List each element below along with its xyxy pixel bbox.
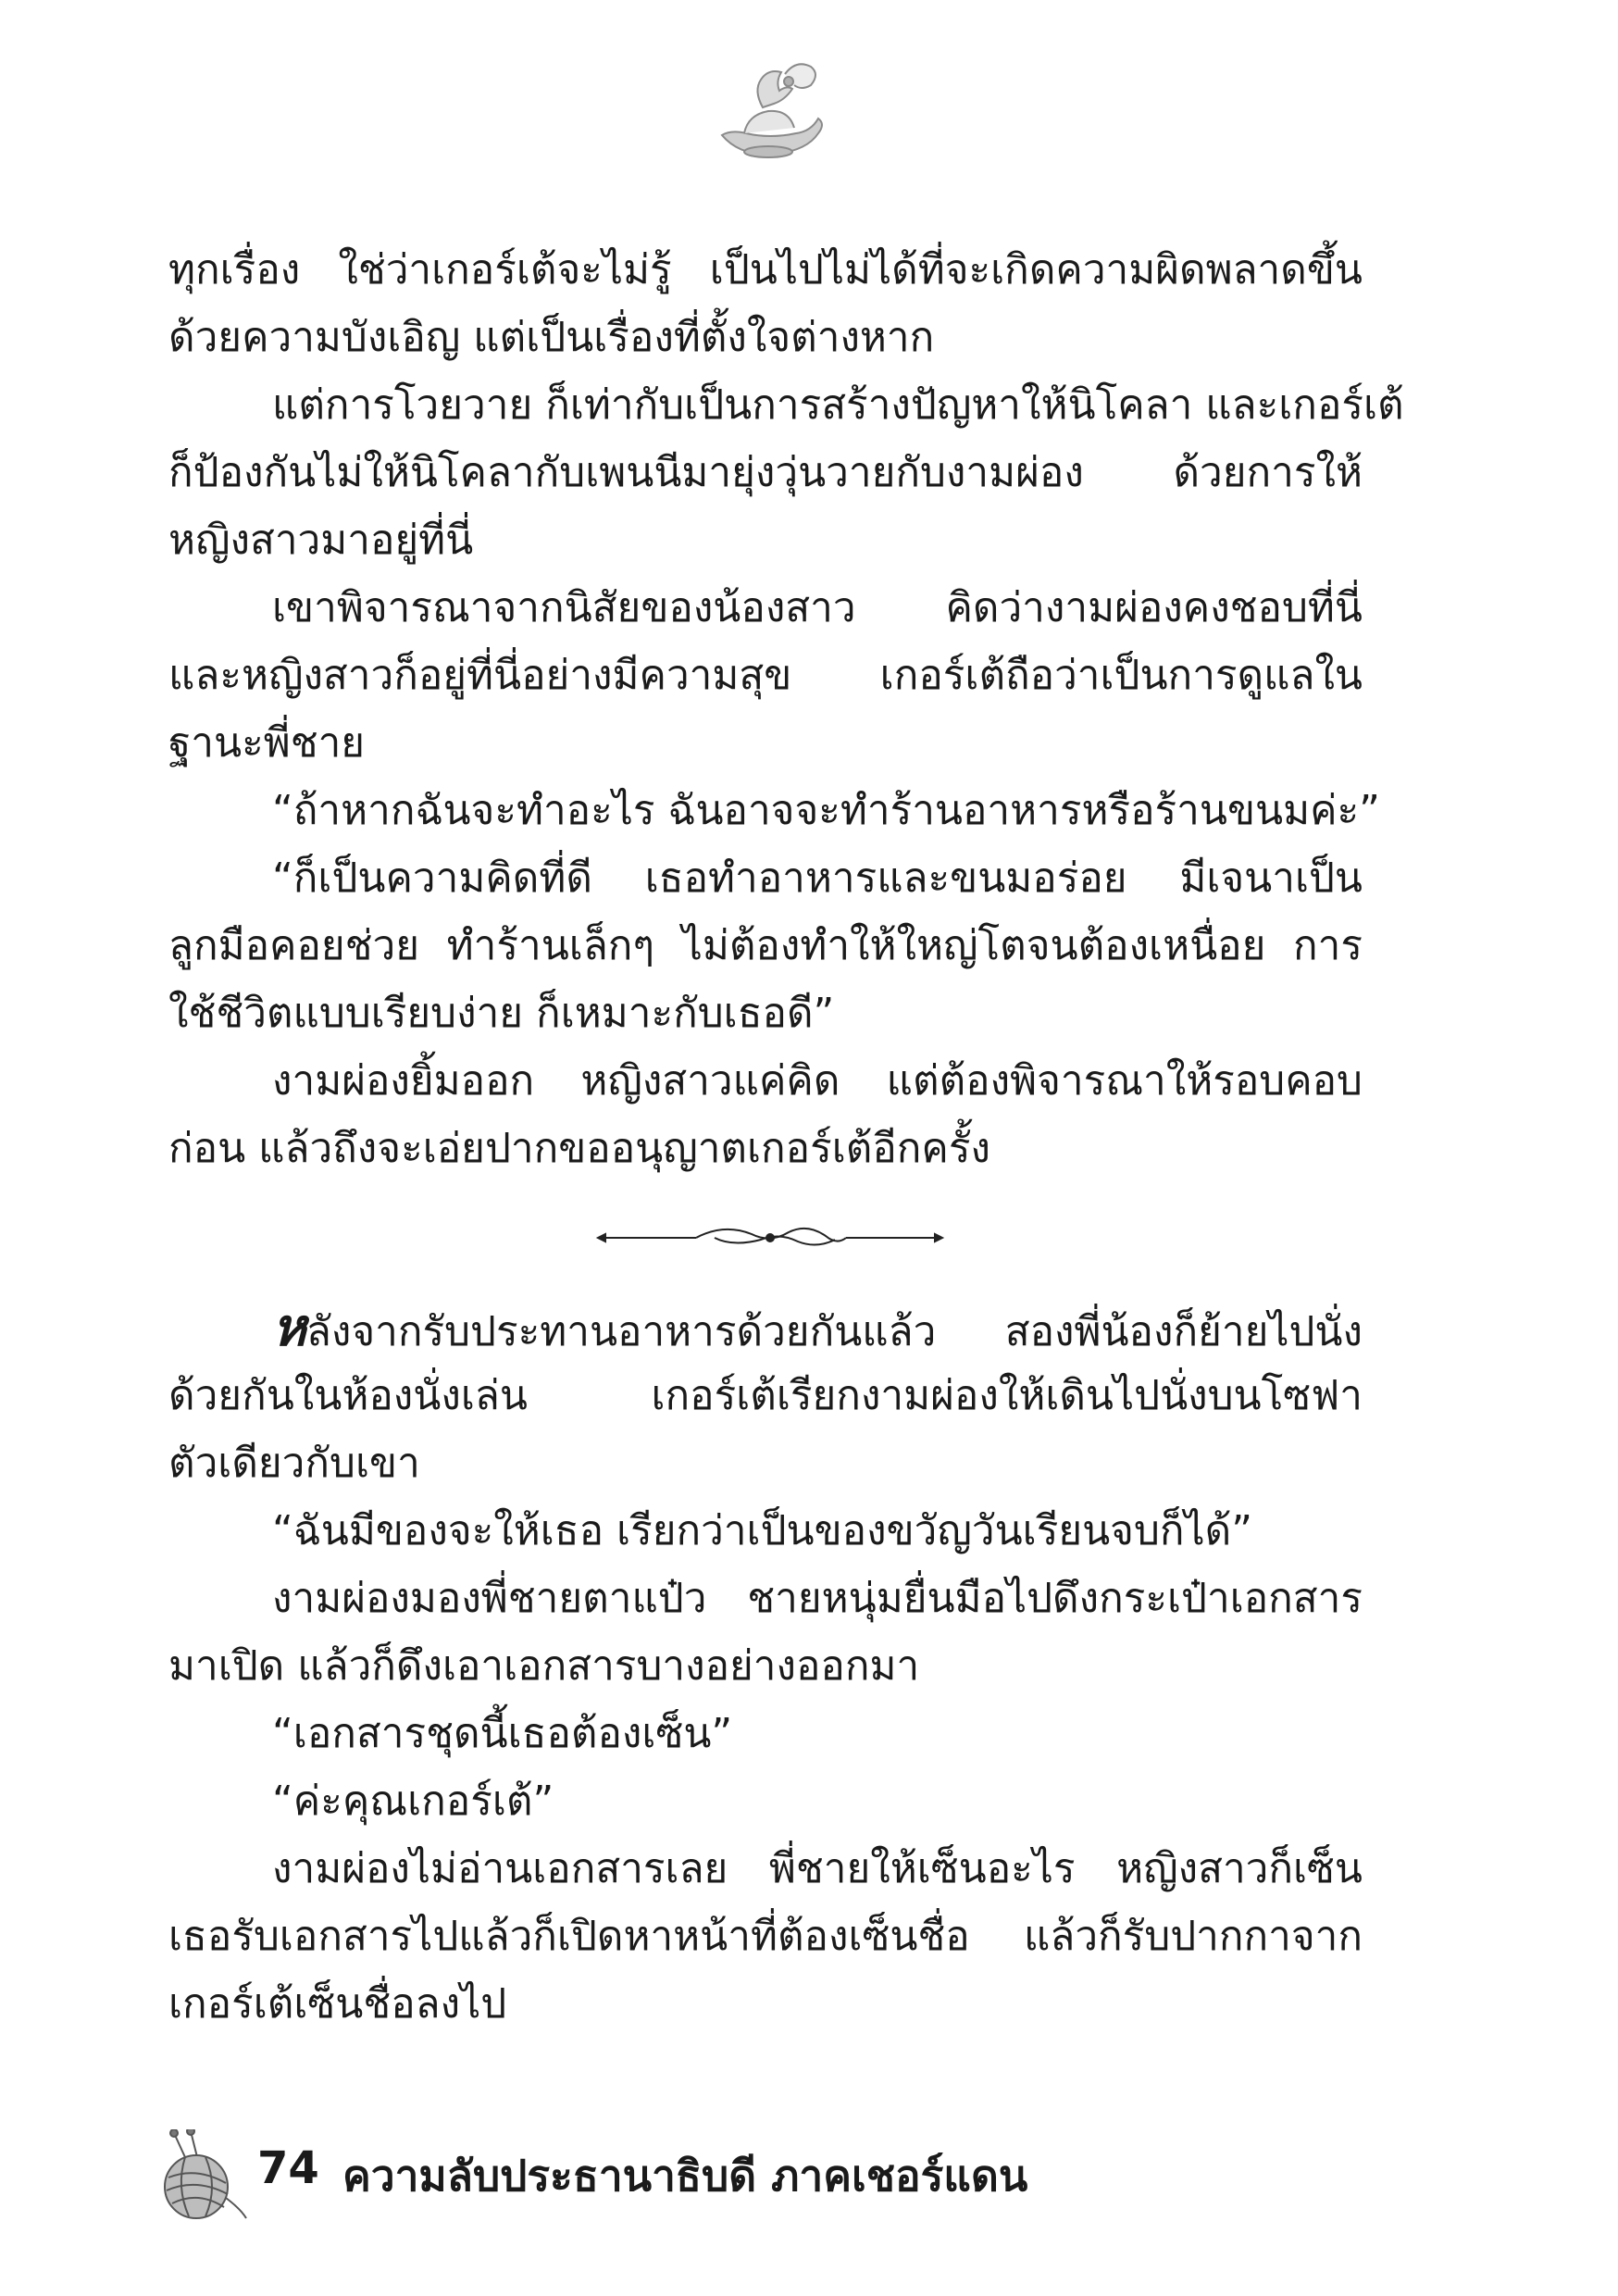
text-line: ลูกมือคอยช่วย ทำร้านเล็กๆ ไม่ต้องทำให้ใหญ่โตจนต้องเหนื่อย การ [168,922,1363,969]
text-line: ใช้ชีวิตแบบเรียบง่าย ก็เหมาะกับเธอดี” [168,990,835,1037]
body-text [168,236,1404,2038]
text-line: ก็ป้องกันไม่ให้นิโคลากับเพนนีมายุ่งวุ่นวายกับงามผ่อง ด้วยการให้ [168,449,1363,496]
text-line: ก่อน แล้วถึงจะเอ่ยปากขออนุญาตเกอร์เต้อีกครั้ง [168,1125,990,1172]
text-line: “ก็เป็นความคิดที่ดี เธอทำอาหารและขนมอร่อย มีเจนาเป็น [272,855,1363,902]
text-line: งามผ่องยิ้มออก หญิงสาวแค่คิด แต่ต้องพิจารณาให้รอบคอบ [272,1057,1363,1104]
text-line: “เอกสารชุดนี้เธอต้องเซ็น” [272,1710,733,1757]
yarn-ball-icon [148,2129,250,2226]
text-line: เกอร์เต้เซ็นชื่อลงไป [168,1980,507,2028]
text-line: เธอรับเอกสารไปแล้วก็เปิดหาหน้าที่ต้องเซ็นชื่อ แล้วก็รับปากกาจาก [168,1913,1363,1960]
text-line: หญิงสาวมาอยู่ที่นี่ [168,517,474,564]
book-title: ความลับประธานาธิบดี ภาคเชอร์แดน [342,2151,1028,2201]
text-line: งามผ่องมองพี่ชายตาแป๋ว ชายหนุ่มยื่นมือไปดึงกระเป๋าเอกสาร [272,1575,1363,1622]
text-line: “ค่ะคุณเกอร์เต้” [272,1778,554,1825]
text-line: และหญิงสาวก็อยู่ที่นี่อย่างมีความสุข เกอร์เต้ถือว่าเป็นการดูแลใน [168,652,1363,699]
text-line: เขาพิจารณาจากนิสัยของน้องสาว คิดว่างามผ่องคงชอบที่นี่ [272,584,1363,631]
text-line: ฐานะพี่ชาย [168,719,366,767]
text-line: งามผ่องไม่อ่านเอกสารเลย พี่ชายให้เซ็นอะไร หญิงสาวก็เซ็น [272,1845,1363,1892]
drop-cap: ห [272,1298,306,1358]
page-number: 74 [257,2142,319,2194]
text-line [168,1294,1363,1362]
scroll-divider-icon [168,1182,1363,1294]
text-line: แต่การโวยวาย ก็เท่ากับเป็นการสร้างปัญหาให้นิโคลา และเกอร์เต้ [272,381,1404,429]
text-line: ด้วยความบังเอิญ แต่เป็นเรื่องที่ตั้งใจต่างหาก [168,314,935,361]
text-line: มาเปิด แล้วก็ดึงเอาเอกสารบางอย่างออกมา [168,1642,920,1690]
drop-cap-line-text: ลังจากรับประทานอาหารด้วยกันแล้ว สองพี่น้องก็ย้ายไปนั่ง [305,1308,1363,1355]
text-line: “ถ้าหากฉันจะทำอะไร ฉันอาจจะทำร้านอาหารหรือร้านขนมค่ะ” [272,787,1380,834]
text-line: ตัวเดียวกับเขา [168,1440,420,1487]
genie-lamp-icon [703,54,833,165]
page-footer [148,2129,1259,2222]
text-line: ด้วยกันในห้องนั่งเล่น เกอร์เต้เรียกงามผ่องให้เดินไปนั่งบนโซฟา [168,1372,1363,1419]
text-line: “ฉันมีของจะให้เธอ เรียกว่าเป็นของขวัญวันเรียนจบก็ได้” [272,1507,1253,1554]
text-line: ทุกเรื่อง ใช่ว่าเกอร์เต้จะไม่รู้ เป็นไปไม่ได้ที่จะเกิดความผิดพลาดขึ้น [168,246,1363,293]
